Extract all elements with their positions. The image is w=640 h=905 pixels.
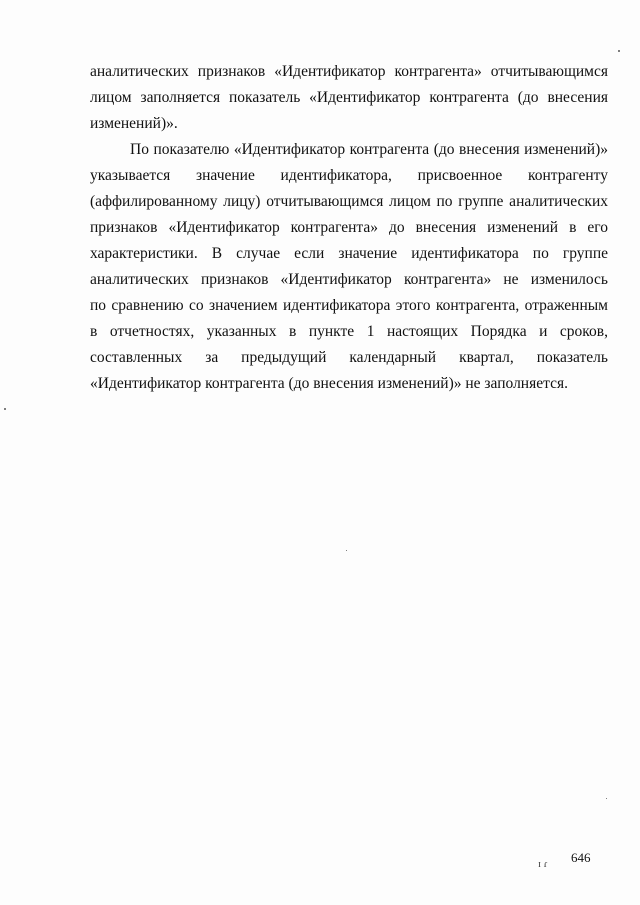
text-line: «Идентификатор контрагента (до внесения изменений)» не заполняется.	[90, 375, 568, 392]
scan-speck	[346, 550, 347, 551]
text-line: признаков «Идентификатор контрагента» до внесения изменений в его	[90, 219, 608, 236]
scan-speck	[618, 50, 620, 52]
text-line: изменений)».	[90, 115, 178, 132]
paragraph-first-line: По показателю «Идентификатор контрагента (до внесения изменений)»	[130, 141, 608, 158]
text-line: (аффилированному лицу) отчитывающимся лицом по группе аналитических	[90, 193, 608, 210]
text-line: составленных за предыдущий календарный квартал, показатель	[90, 349, 608, 366]
text-line: лицом заполняется показатель «Идентификатор контрагента (до внесения	[90, 89, 608, 106]
page-number: 646	[571, 850, 591, 865]
text-line: по сравнению со значением идентификатора этого контрагента, отраженным	[90, 297, 608, 314]
text-line: указывается значение идентификатора, присвоенное контрагенту	[90, 167, 608, 184]
text-line: аналитических признаков «Идентификатор контрагента» не изменилось	[90, 271, 608, 288]
scan-speck	[4, 408, 6, 410]
scan-speck	[606, 798, 607, 799]
text-line: аналитических признаков «Идентификатор контрагента» отчитывающимся	[90, 63, 608, 80]
text-line: в отчетностях, указанных в пункте 1 настоящих Порядка и сроков,	[90, 323, 608, 340]
handwritten-mark: ɪ ɾ	[538, 858, 548, 870]
text-line: характеристики. В случае если значение идентификатора по группе	[90, 245, 608, 262]
